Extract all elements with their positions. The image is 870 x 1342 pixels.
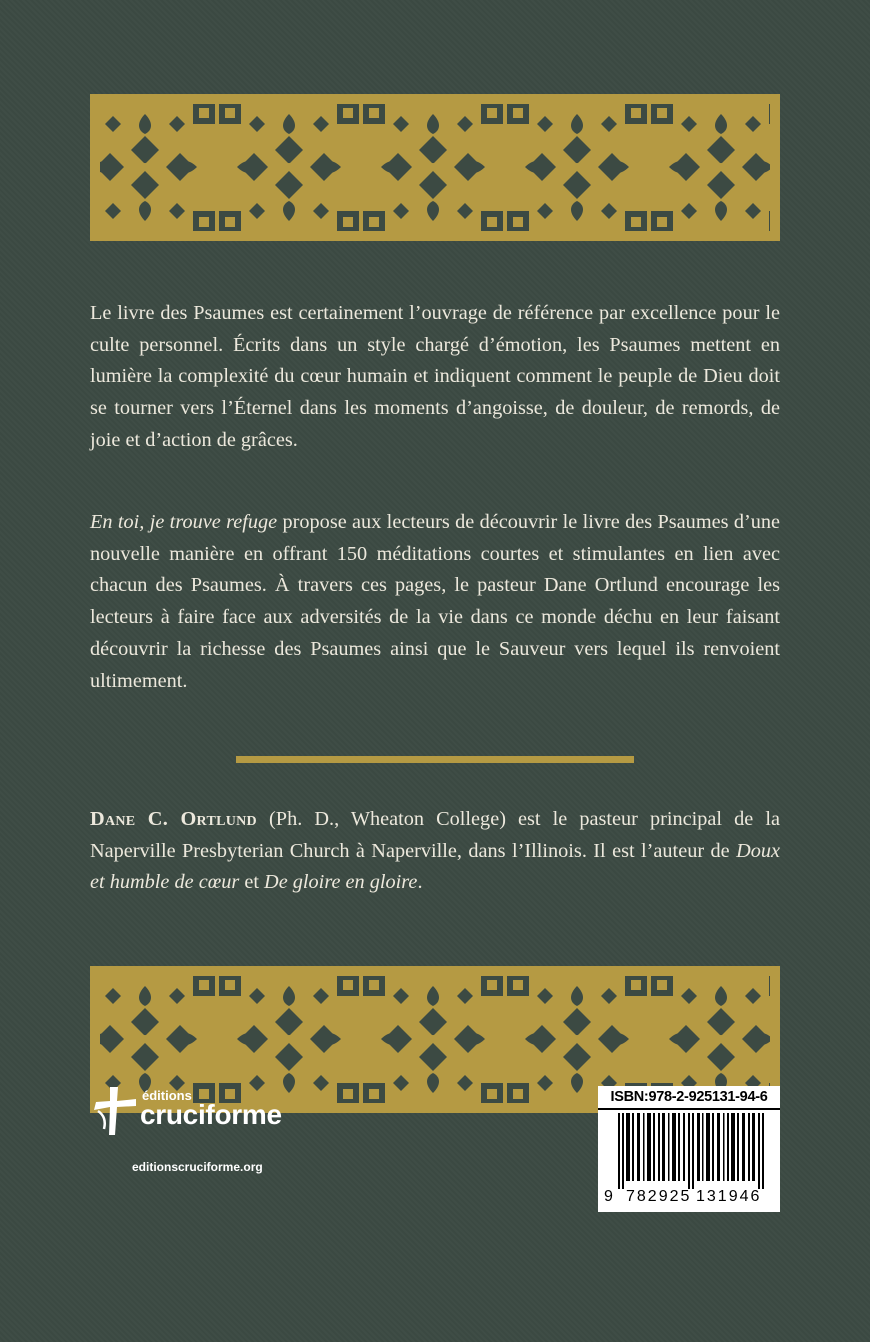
isbn-label: ISBN:978-2-925131-94-6 (598, 1086, 780, 1110)
author-name: Dane C. Ortlund (90, 808, 257, 830)
gold-divider (236, 756, 634, 763)
barcode-digit-group-2: 131946 (696, 1188, 762, 1205)
publisher-website: editionscruciforme.org (132, 1160, 263, 1174)
cruciform-cross-icon (92, 1085, 138, 1137)
description-paragraph-2 (90, 507, 780, 697)
publisher-small-text: éditions (142, 1088, 192, 1103)
barcode-bars (612, 1113, 770, 1189)
author-bio-text (90, 804, 780, 899)
author-bio (90, 804, 780, 899)
description-text-2 (90, 507, 780, 697)
barcode-digit-group-1: 782925 (626, 1188, 692, 1205)
other-book-2: De gloire en gloire (264, 871, 418, 894)
ornament-band-top (90, 94, 780, 241)
description-text-1: Le livre des Psaumes est certainement l’ouvrage de référence par excellence pour le culte personnel. Écrits dans un style chargé d’émotion, les Psaumes mettent en lumière la complexité du cœur humain et indiquent comment le peuple de Dieu doit se tourner vers l’Éternel dans les moments d’angoisse, de douleur, de remords, de joie et d’action de grâces. (90, 302, 780, 451)
publisher-name: cruciforme (140, 1099, 282, 1130)
description-text-2-rest: propose aux lecteurs de découvrir le livre des Psaumes d’une nouvelle manière en offrant 150 méditations courtes et stimulantes en lien avec chacun des Psaumes. À travers ces pages, le pasteur Dane Ortlund encourage les lecteurs à faire face aux adversités de la vie dans ce monde déchu en leur faisant découvrir la richesse des Psaumes ainsi que le Sauveur vers lequel ils renvoient ultimement. (90, 511, 781, 692)
other-book-1: Doux et humble de cœur (90, 839, 780, 894)
author-bio-part-2: et (239, 871, 265, 894)
description-paragraph-1 (90, 298, 780, 457)
book-title-italic: En toi, je trouve refuge (90, 511, 278, 533)
barcode-digit-first: 9 (604, 1188, 613, 1205)
author-bio-part-3: . (417, 871, 423, 894)
publisher-logo (92, 1085, 322, 1145)
author-bio-part-1: (Ph. D., Wheaton College) est le pasteur principal de la Naperville Presbyterian Church à Naperville, dans l’Illinois. Il est l’auteur de (90, 808, 780, 862)
isbn-barcode (598, 1086, 780, 1212)
